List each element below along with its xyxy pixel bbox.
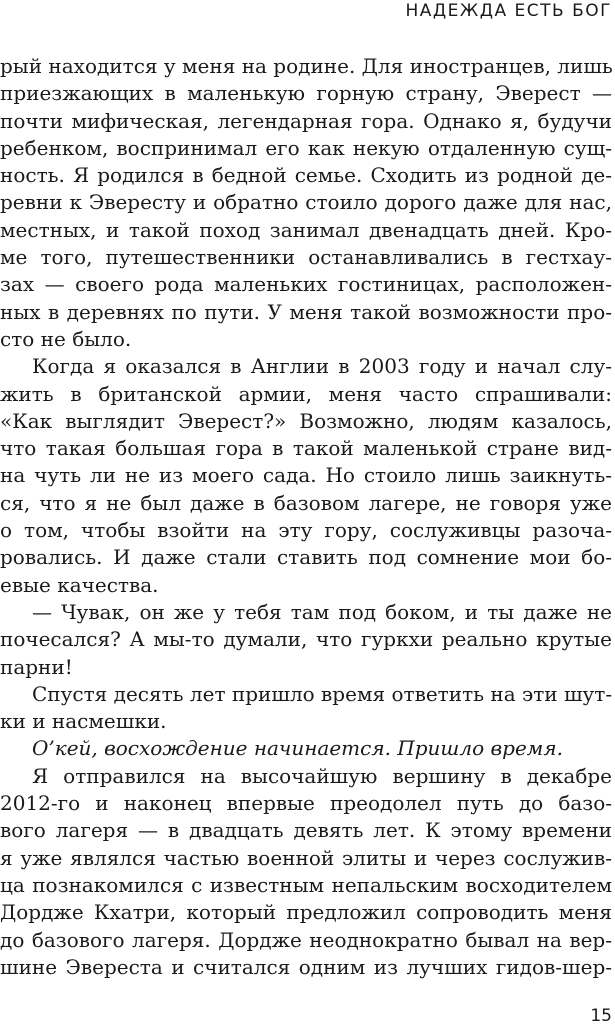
text-line: О’кей, восхождение начинается. Пришло время. [32,736,563,761]
text-line: евые качества. [0,572,159,597]
text-line: Дордже Кхатри, который предложил сопроводить меня [0,900,612,925]
text-line: ревни к Эвересту и обратно стоило дорого даже для нас, [0,190,612,215]
text-line: Когда я оказался в Англии в 2003 году и начал слу- [32,354,612,379]
text-line: Я отправился на высочайшую вершину в декабре [32,763,612,788]
text-line: зах — своего рода маленьких гостиницах, расположен- [0,272,612,297]
text-line: шине Эвереста и считался одним из лучших гидов-шер- [0,954,612,979]
text-line: ность. Я родился в бедной семье. Сходить из родной де- [0,163,612,188]
text-line: местных, и такой поход занимал двенадцать дней. Кро- [0,217,612,242]
text-line: Спустя десять лет пришло время ответить на эти шут- [32,681,613,706]
text-line: ме того, путешественники останавливались в гестхау- [0,245,612,270]
text-line: сто не было. [0,326,132,351]
text-line: ки и насмешки. [0,709,167,734]
text-line: о том, чтобы взойти на эту гору, сослуживцы разоча- [0,518,612,543]
text-line: приезжающих в маленькую горную страну, Эверест — [0,81,612,106]
body-text [0,53,612,981]
page-number: 15 [590,1006,612,1026]
text-line: вого лагеря — в двадцать девять лет. К этому времени [0,818,612,843]
text-line: до базового лагеря. Дордже неоднократно бывал на вер- [0,927,612,952]
text-line: — Чувак, он же у тебя там под боком, и ты даже не [32,599,612,624]
text-line: я уже являлся частью военной элиты и через сослужив- [0,845,612,870]
text-line: ных в деревнях по пути. У меня такой возможности про- [0,299,612,324]
text-line: ровались. И даже стали ставить под сомнение мои бо- [0,545,612,570]
text-line: ся, что я не был даже в базовом лагере, не говоря уже [0,490,612,515]
text-line: почти мифическая, легендарная гора. Однако я, будучи [0,108,612,133]
text-line: почесался? А мы-то думали, что гуркхи реально крутые [0,627,612,652]
text-line: рый находится у меня на родине. Для иностранцев, лишь [0,54,613,78]
text-line: «Как выглядит Эверест?» Возможно, людям казалось, [0,408,612,433]
text-line: 2012-го и наконец впервые преодолел путь до базо- [0,791,612,816]
text-line: жить в британской армии, меня часто спрашивали: [0,381,612,406]
text-line: ребенком, воспринимал его как некую отдаленную сущ- [0,135,612,160]
running-head: НАДЕЖДА ЕСТЬ БОГ [405,1,612,21]
text-line: парни! [0,654,73,679]
text-line: ца познакомился с известным непальским восходителем [0,872,612,897]
text-line: что такая большая гора в такой маленькой стране вид- [0,436,612,461]
text-line: на чуть ли не из моего сада. Но стоило лишь заикнуть- [0,463,612,488]
